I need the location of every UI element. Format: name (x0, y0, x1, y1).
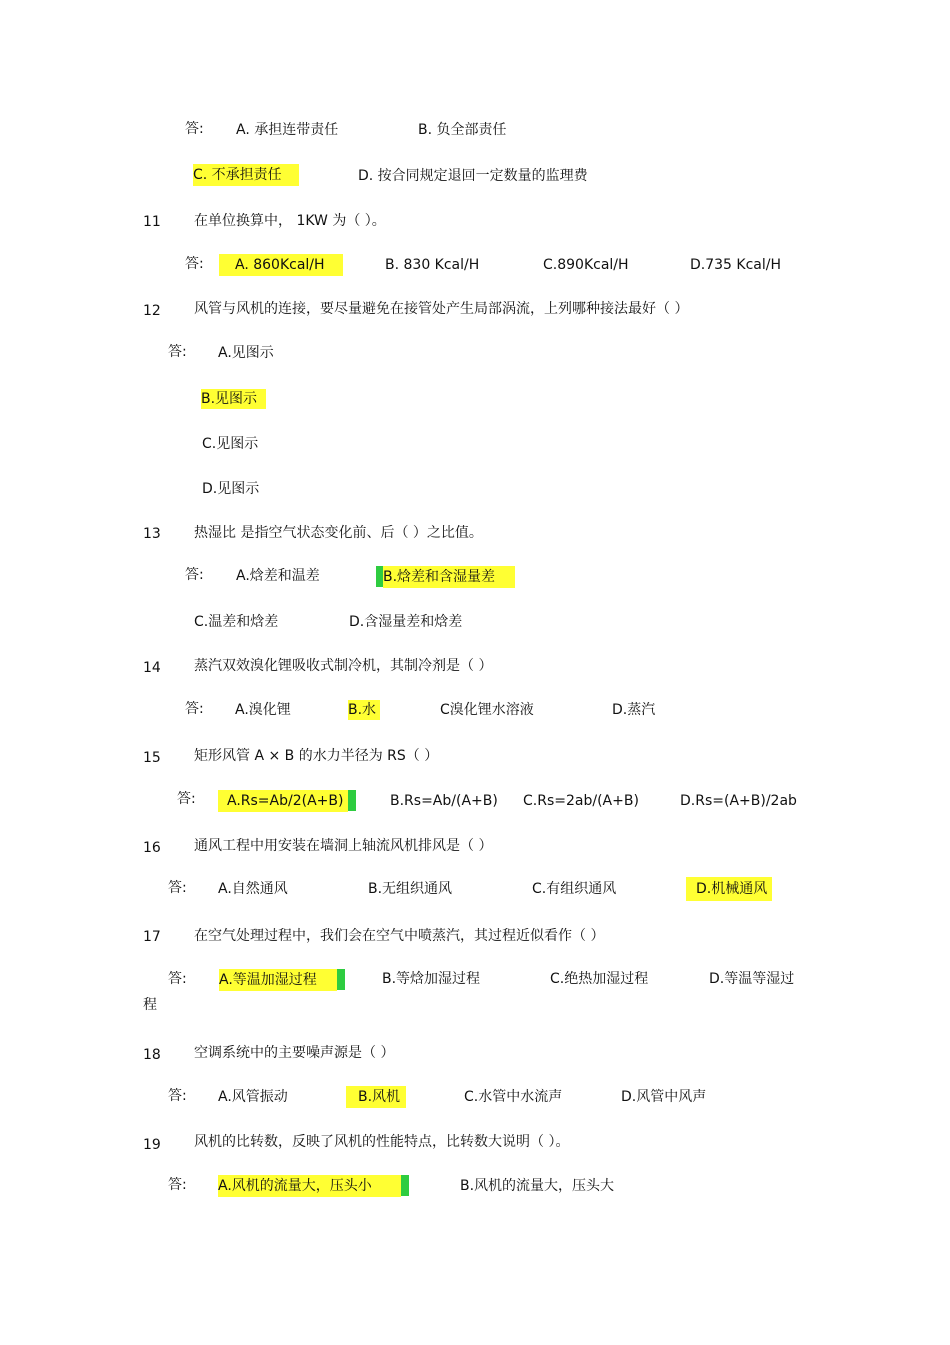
q15-option-c: C.Rs=2ab/(A+B) (523, 793, 639, 809)
q13-option-d: D.含湿量差和焓差 (349, 614, 463, 630)
q12-option-d: D.见图示 (202, 481, 260, 497)
q19-number: 19 (143, 1137, 161, 1153)
q16-option-b: B.无组织通风 (368, 881, 453, 897)
q17-continuation: 程 (143, 997, 157, 1013)
q18-option-d: D.风管中风声 (621, 1089, 707, 1105)
q19-option-a: A.风机的流量大，压头小 (218, 1175, 401, 1197)
q13-option-c: C.温差和焓差 (194, 614, 279, 630)
q11-number: 11 (143, 214, 161, 230)
q19-correct-marker (401, 1175, 409, 1196)
q13-correct-marker (376, 566, 383, 587)
q15-option-b: B.Rs=Ab/(A+B) (390, 793, 498, 809)
q10-option-c: C. 不承担责任 (193, 164, 299, 186)
q10-answer-label: 答: (185, 121, 204, 137)
q13-answer-label: 答: (185, 567, 204, 583)
q12-stem: 风管与风机的连接，要尽量避免在接管处产生局部涡流，上列哪种接法最好（ ） (194, 301, 689, 317)
q11-stem: 在单位换算中， 1KW 为（ ）。 (194, 213, 386, 229)
q15-option-d: D.Rs=(A+B)/2ab (680, 793, 797, 809)
q19-stem: 风机的比转数，反映了风机的性能特点，比转数大说明（ ）。 (194, 1134, 570, 1150)
q15-number: 15 (143, 750, 161, 766)
q17-correct-marker (337, 969, 345, 990)
q11-option-d: D.735 Kcal/H (690, 257, 781, 273)
q13-option-b: B.焓差和含湿量差 (383, 566, 515, 588)
q17-option-c: C.绝热加湿过程 (550, 971, 649, 987)
q11-option-c: C.890Kcal/H (543, 257, 629, 273)
q10-option-d: D. 按合同规定退回一定数量的监理费 (358, 168, 588, 184)
q15-stem: 矩形风管 A × B 的水力半径为 RS（ ） (194, 748, 439, 764)
q10-option-b: B. 负全部责任 (418, 122, 507, 138)
q14-answer-label: 答: (185, 701, 204, 717)
q16-option-a: A.自然通风 (218, 881, 288, 897)
q18-stem: 空调系统中的主要噪声源是（ ） (194, 1045, 395, 1061)
q10-option-a: A. 承担连带责任 (236, 122, 339, 138)
q13-number: 13 (143, 526, 161, 542)
q13-option-a: A.焓差和温差 (236, 568, 320, 584)
q12-option-b: B.见图示 (201, 389, 266, 409)
q16-option-c: C.有组织通风 (532, 881, 617, 897)
q16-answer-label: 答: (168, 880, 187, 896)
q18-option-c: C.水管中水流声 (464, 1089, 563, 1105)
q17-option-b: B.等焓加湿过程 (382, 971, 481, 987)
q14-option-b: B.水 (348, 700, 380, 720)
q19-answer-label: 答: (168, 1177, 187, 1193)
q18-number: 18 (143, 1047, 161, 1063)
q17-answer-label: 答: (168, 971, 187, 987)
q16-number: 16 (143, 840, 161, 856)
q18-option-a: A.风管振动 (218, 1089, 288, 1105)
q11-option-a: A. 860Kcal/H (219, 254, 343, 276)
q16-stem: 通风工程中用安装在墙洞上轴流风机排风是（ ） (194, 838, 493, 854)
q14-number: 14 (143, 660, 161, 676)
q17-stem: 在空气处理过程中，我们会在空气中喷蒸汽，其过程近似看作（ ） (194, 928, 605, 944)
q12-number: 12 (143, 303, 161, 319)
q14-stem: 蒸汽双效溴化锂吸收式制冷机，其制冷剂是（ ） (194, 658, 493, 674)
q18-answer-label: 答: (168, 1088, 187, 1104)
q11-option-b: B. 830 Kcal/H (385, 257, 480, 273)
q13-stem: 热湿比 是指空气状态变化前、后（ ）之比值。 (194, 525, 483, 541)
q14-option-a: A.溴化锂 (235, 702, 291, 718)
q19-option-b: B.风机的流量大，压头大 (460, 1178, 615, 1194)
q17-option-a: A.等温加湿过程 (219, 969, 337, 991)
q18-option-b: B.风机 (346, 1086, 406, 1108)
q11-answer-label: 答: (185, 256, 204, 272)
q12-option-c: C.见图示 (202, 436, 259, 452)
q15-correct-marker (348, 790, 356, 811)
q14-option-c: C溴化锂水溶液 (440, 702, 534, 718)
q15-option-a: A.Rs=Ab/2(A+B) (218, 790, 348, 812)
q17-number: 17 (143, 929, 161, 945)
q17-option-d: D.等温等湿过 (709, 971, 795, 987)
q12-answer-label: 答: (168, 344, 187, 360)
q15-answer-label: 答: (177, 791, 196, 807)
q14-option-d: D.蒸汽 (612, 702, 656, 718)
q16-option-d: D.机械通风 (686, 877, 772, 901)
q12-option-a: A.见图示 (218, 345, 274, 361)
